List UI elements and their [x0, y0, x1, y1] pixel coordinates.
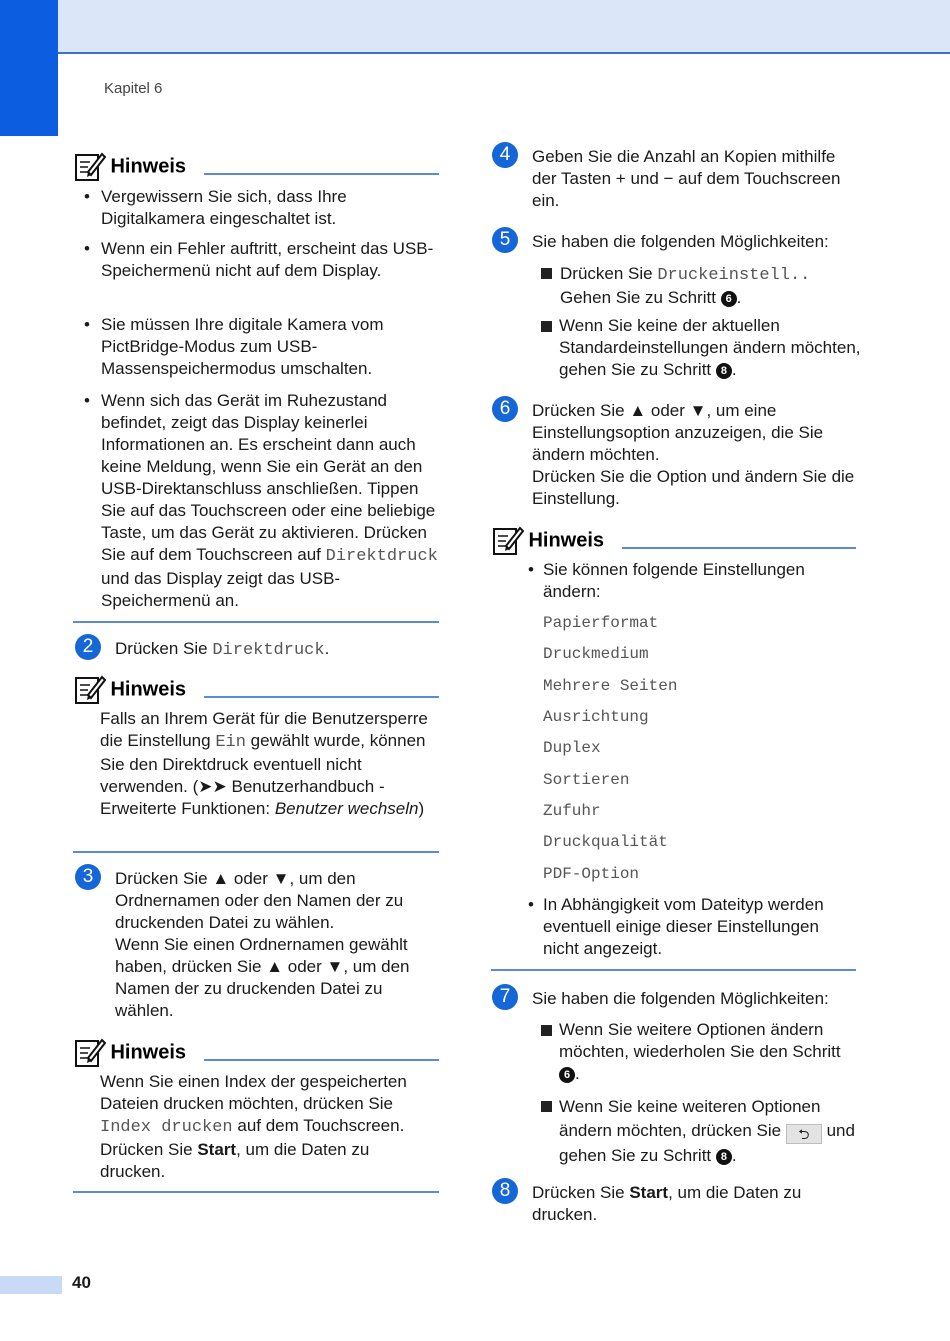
step-text: Drücken Sie Start, um die Daten zu drucken.	[532, 1183, 802, 1224]
option-item: Drücken Sie Druckeinstell.. Gehen Sie zu Schritt 6 .	[541, 263, 861, 309]
note-pencil-icon	[74, 150, 106, 187]
divider	[73, 621, 439, 623]
divider	[73, 851, 439, 853]
settings-option: Duplex	[543, 739, 601, 757]
settings-option: Druckqualität	[543, 833, 668, 851]
note-rule	[204, 696, 439, 698]
step-number: 5	[492, 227, 518, 253]
note-text: Falls an Ihrem Gerät für die Benutzersperre die Einstellung Ein gewählt wurde, können Sie den Direktdruck eventuell nicht verwenden. (➤➤ Benutzerhandbuch - Erweiterte Funktionen: Benutzer wechseln)	[100, 709, 428, 818]
note-title: Hinweis	[110, 155, 187, 178]
note-title: Hinweis	[110, 678, 187, 701]
note-title: Hinweis	[528, 529, 605, 552]
back-arrow-icon: ⮌	[786, 1124, 822, 1144]
option-item: Wenn Sie keine weiteren Optionen ändern möchten, drücken Sie ⮌ und gehen Sie zu Schritt 8 .	[541, 1095, 856, 1168]
step-number: 2	[75, 634, 101, 660]
step-text: Geben Sie die Anzahl an Kopien mithilfe der Tasten + und − auf dem Touchscreen ein.	[532, 147, 841, 210]
divider	[73, 1191, 439, 1193]
note-header	[74, 673, 438, 710]
note-rule	[204, 173, 439, 175]
note-pencil-icon	[74, 673, 106, 710]
step-text: Sie haben die folgenden Möglichkeiten:	[532, 989, 829, 1008]
note-pencil-icon	[492, 524, 524, 561]
step-text: Drücken Sie ▲ oder ▼, um eine Einstellungsoption anzuzeigen, die Sie ändern möchten. Drücken Sie die Option und ändern Sie die Einstellung.	[532, 401, 855, 508]
page-number: 40	[72, 1273, 91, 1292]
step-number: 7	[492, 984, 518, 1010]
code-text: Direktdruck	[325, 547, 438, 566]
chapter-label: Kapitel 6	[104, 80, 163, 97]
note-header	[74, 1036, 438, 1073]
settings-option: Ausrichtung	[543, 708, 649, 726]
step-number: 4	[492, 142, 518, 168]
note-text: Wenn Sie einen Index der gespeicherten Dateien drucken möchten, drücken Sie Index drucken auf dem Touchscreen. Drücken Sie Start, um die Daten zu drucken.	[100, 1072, 407, 1181]
note-rule	[622, 547, 856, 549]
step-number: 8	[492, 1178, 518, 1204]
step-number: 3	[75, 864, 101, 890]
settings-option: Mehrere Seiten	[543, 677, 678, 695]
note-header	[492, 524, 856, 561]
step-text: Sie haben die folgenden Möglichkeiten:	[532, 232, 829, 251]
page-number-bar	[0, 1276, 62, 1294]
chapter-tab	[0, 0, 58, 136]
settings-option: Zufuhr	[543, 802, 601, 820]
option-item: Wenn Sie weitere Optionen ändern möchten, wiederholen Sie den Schritt 6 .	[541, 1019, 856, 1085]
settings-option: Papierformat	[543, 614, 659, 632]
settings-option: PDF-Option	[543, 865, 640, 883]
settings-option: Druckmedium	[543, 645, 649, 663]
note-rule	[204, 1059, 439, 1061]
step-text: Drücken Sie ▲ oder ▼, um den Ordnernamen oder den Namen der zu druckenden Datei zu wählen. Wenn Sie einen Ordnernamen gewählt haben, drücken Sie ▲ oder ▼, um den Namen der zu druckenden Datei zu wählen.	[115, 869, 410, 1020]
note-title: Hinweis	[110, 1041, 187, 1064]
step-text: Drücken Sie Direktdruck.	[115, 639, 330, 660]
settings-option: Sortieren	[543, 771, 630, 789]
step-number: 6	[492, 396, 518, 422]
note-pencil-icon	[74, 1036, 106, 1073]
note-header	[74, 150, 438, 187]
option-item: Wenn Sie keine der aktuellen Standardeinstellungen ändern möchten, gehen Sie zu Schritt 8 .	[541, 315, 861, 381]
divider	[491, 969, 856, 971]
header-bar	[0, 0, 950, 54]
